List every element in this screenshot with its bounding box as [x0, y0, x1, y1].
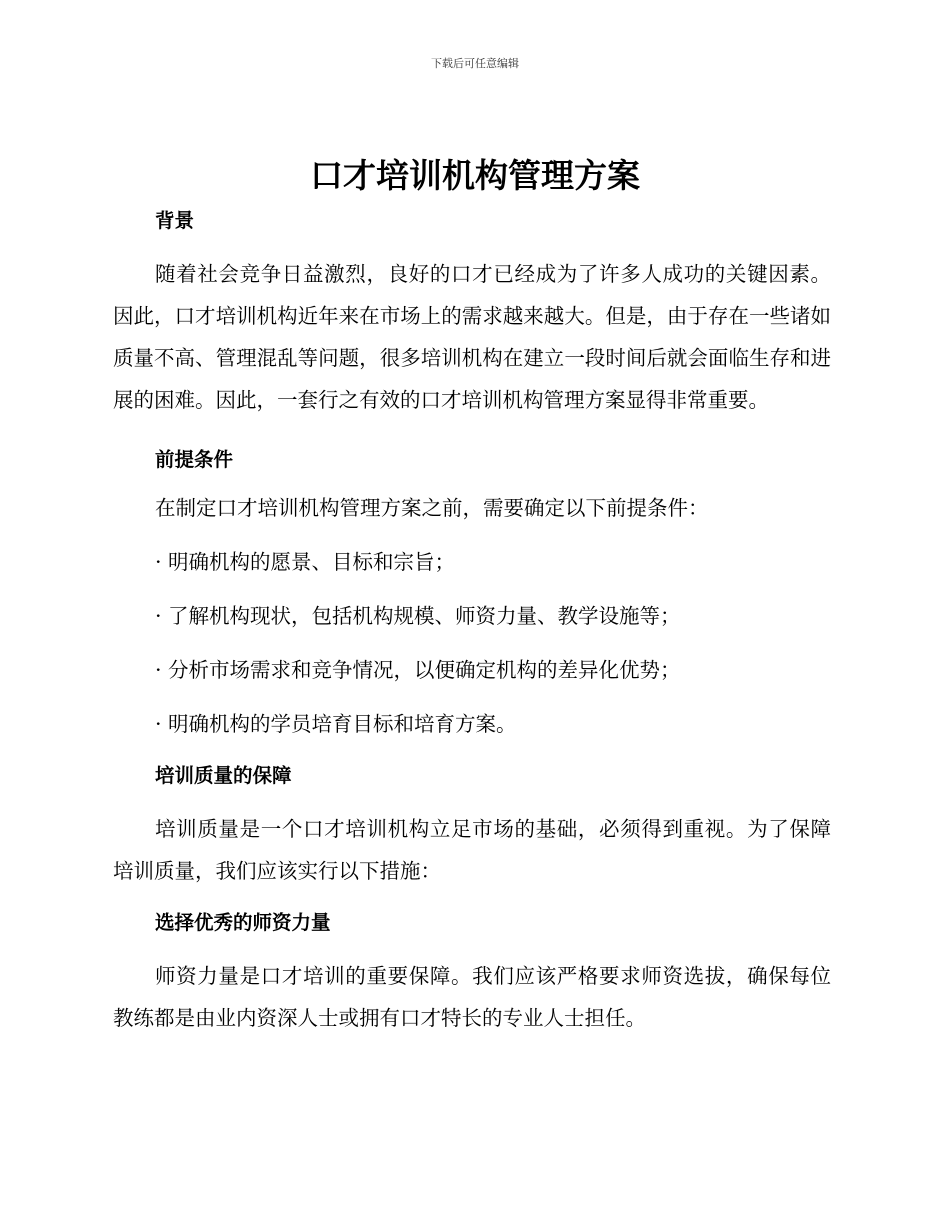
- paragraph-prerequisites-intro: 在制定口才培训机构管理方案之前，需要确定以下前提条件：: [155, 495, 709, 520]
- list-item: · 了解机构现状，包括机构规模、师资力量、教学设施等；: [155, 603, 681, 628]
- header-note: 下载后可任意编辑: [431, 57, 519, 70]
- heading-quality: 培训质量的保障: [155, 763, 292, 787]
- heading-background: 背景: [155, 209, 195, 232]
- document-body: [113, 200, 831, 1039]
- paragraph-quality: 培训质量是一个口才培训机构立足市场的基础，必须得到重视。为了保障培训质量，我们应该实行以下措施：: [113, 817, 831, 884]
- paragraph-teachers: 师资力量是口才培训的重要保障。我们应该严格要求师资选拔，确保每位教练都是由业内资深人士或拥有口才特长的专业人士担任。: [113, 964, 831, 1031]
- list-item: · 明确机构的学员培育目标和培育方案。: [155, 711, 517, 736]
- list-item: · 明确机构的愿景、目标和宗旨；: [155, 549, 456, 574]
- list-item: · 分析市场需求和竞争情况，以便确定机构的差异化优势；: [155, 657, 681, 682]
- heading-prerequisites: 前提条件: [155, 448, 234, 472]
- paragraph-background: 随着社会竞争日益激烈，良好的口才已经成为了许多人成功的关键因素。因此，口才培训机构近年来在市场上的需求越来越大。但是，由于存在一些诸如质量不高、管理混乱等问题，很多培训机构在建立一段时间后就会面临生存和进展的困难。因此，一套行之有效的口才培训机构管理方案显得非常重要。: [113, 262, 831, 413]
- document-title: 口才培训机构管理方案: [310, 156, 640, 195]
- heading-teachers: 选择优秀的师资力量: [155, 911, 331, 935]
